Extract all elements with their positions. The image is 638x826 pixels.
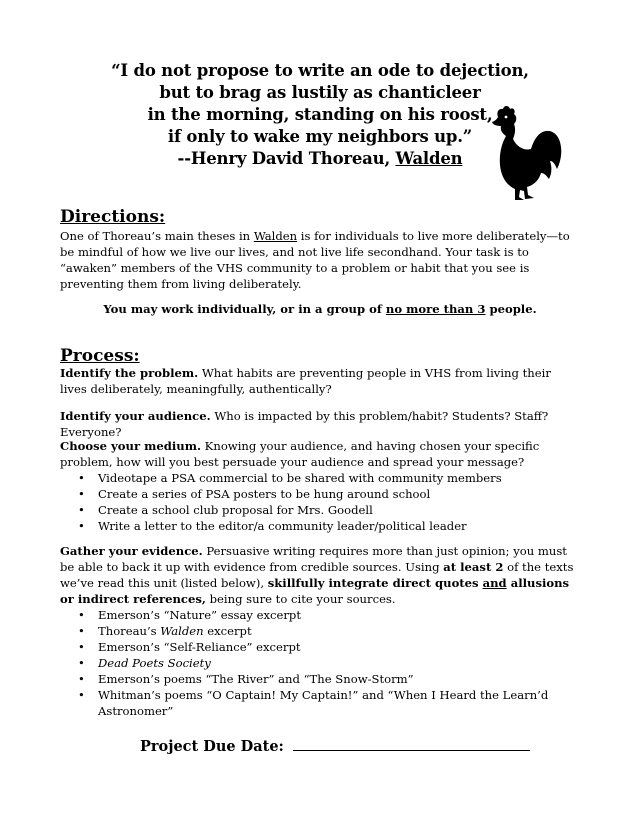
step-title: Identify the problem. [60, 366, 199, 380]
step-gather-evidence [60, 543, 580, 719]
step-text: Knowing your audience, and having chosen your specific problem, how will you best persuade your audience and spread your message? [60, 439, 540, 469]
text-run: being sure to cite your sources. [205, 592, 396, 606]
text-run: allusions or indirect references, [60, 576, 570, 606]
text-run: Thoreau’s [98, 624, 161, 638]
text-run: at least 2 [443, 560, 504, 574]
step-identify-problem [60, 365, 580, 397]
due-date-label: Project Due Date: [140, 738, 289, 755]
list-item: • Write a letter to the editor/a community leader/political leader [98, 518, 580, 534]
directions-heading: Directions: [60, 207, 166, 227]
evidence-list [60, 607, 580, 719]
text-run: and [482, 576, 507, 590]
text-run: is for individuals to live more deliberately—to be mindful of how we live our lives, and not live life secondhand. Your task is to “awaken” members of the VHS community to a problem or habit that you see is preventing them from living deliberately. [60, 229, 570, 291]
project-due-date [140, 738, 530, 755]
quote-line: “I do not propose to write an ode to dejection, [111, 61, 529, 80]
step-title: Gather your evidence. [60, 544, 203, 558]
list-item: • Videotape a PSA commercial to be shared with community members [98, 470, 580, 486]
attribution-author: --Henry David Thoreau, [177, 149, 396, 168]
step-text: What habits are preventing people in VHS from living their lives deliberately, meaningfully, authentically? [60, 366, 551, 396]
group-size-note [60, 301, 580, 317]
list-item: • Emerson’s “Self-Reliance” excerpt [98, 639, 580, 655]
step-choose-medium [60, 438, 580, 534]
opening-quote [100, 60, 540, 170]
list-item: • Emerson’s poems “The River” and “The Snow-Storm” [98, 671, 580, 687]
book-title: Walden [160, 624, 204, 638]
list-item: • Whitman’s poems “O Captain! My Captain!” and “When I Heard the Learn’d Astronomer” [98, 687, 580, 719]
step-title: Identify your audience. [60, 409, 211, 423]
book-title: Walden [253, 229, 298, 243]
process-heading: Process: [60, 346, 140, 366]
attribution-book: Walden [395, 149, 463, 168]
film-title: Dead Poets Society [98, 656, 211, 670]
directions-paragraph [60, 228, 580, 292]
rooster-icon [484, 103, 564, 203]
step-title: Choose your medium. [60, 439, 201, 453]
step-identify-audience [60, 408, 580, 440]
quote-line: if only to wake my neighbors up.” [167, 127, 473, 146]
text-run: You may work individually, or in a group of [103, 302, 386, 316]
text-run: of the texts we’ve read this unit (listed below), [60, 560, 574, 590]
list-item: • Create a series of PSA posters to be hung around school [98, 486, 580, 502]
list-item [98, 623, 580, 639]
text-run: One of Thoreau’s main theses in [60, 229, 254, 243]
text-run: people. [485, 302, 537, 316]
list-item: • Emerson’s “Nature” essay excerpt [98, 607, 580, 623]
quote-line: in the morning, standing on his roost, [147, 105, 493, 124]
text-run: skillfully integrate direct quotes [267, 576, 483, 590]
step-text: Who is impacted by this problem/habit? Students? Staff? Everyone? [60, 409, 549, 439]
due-date-blank-line [293, 738, 530, 751]
directions-body [60, 228, 580, 292]
quote-line: but to brag as lustily as chanticleer [159, 83, 481, 102]
text-run: Persuasive writing requires more than just opinion; you must be able to back it up with evidence from credible sources. Using [60, 544, 567, 574]
list-item: • Create a school club proposal for Mrs. Goodell [98, 502, 580, 518]
list-item [98, 655, 580, 671]
text-run: excerpt [203, 624, 252, 638]
quote-attribution [100, 148, 540, 170]
group-limit: no more than 3 [385, 302, 486, 316]
medium-list [60, 470, 580, 534]
